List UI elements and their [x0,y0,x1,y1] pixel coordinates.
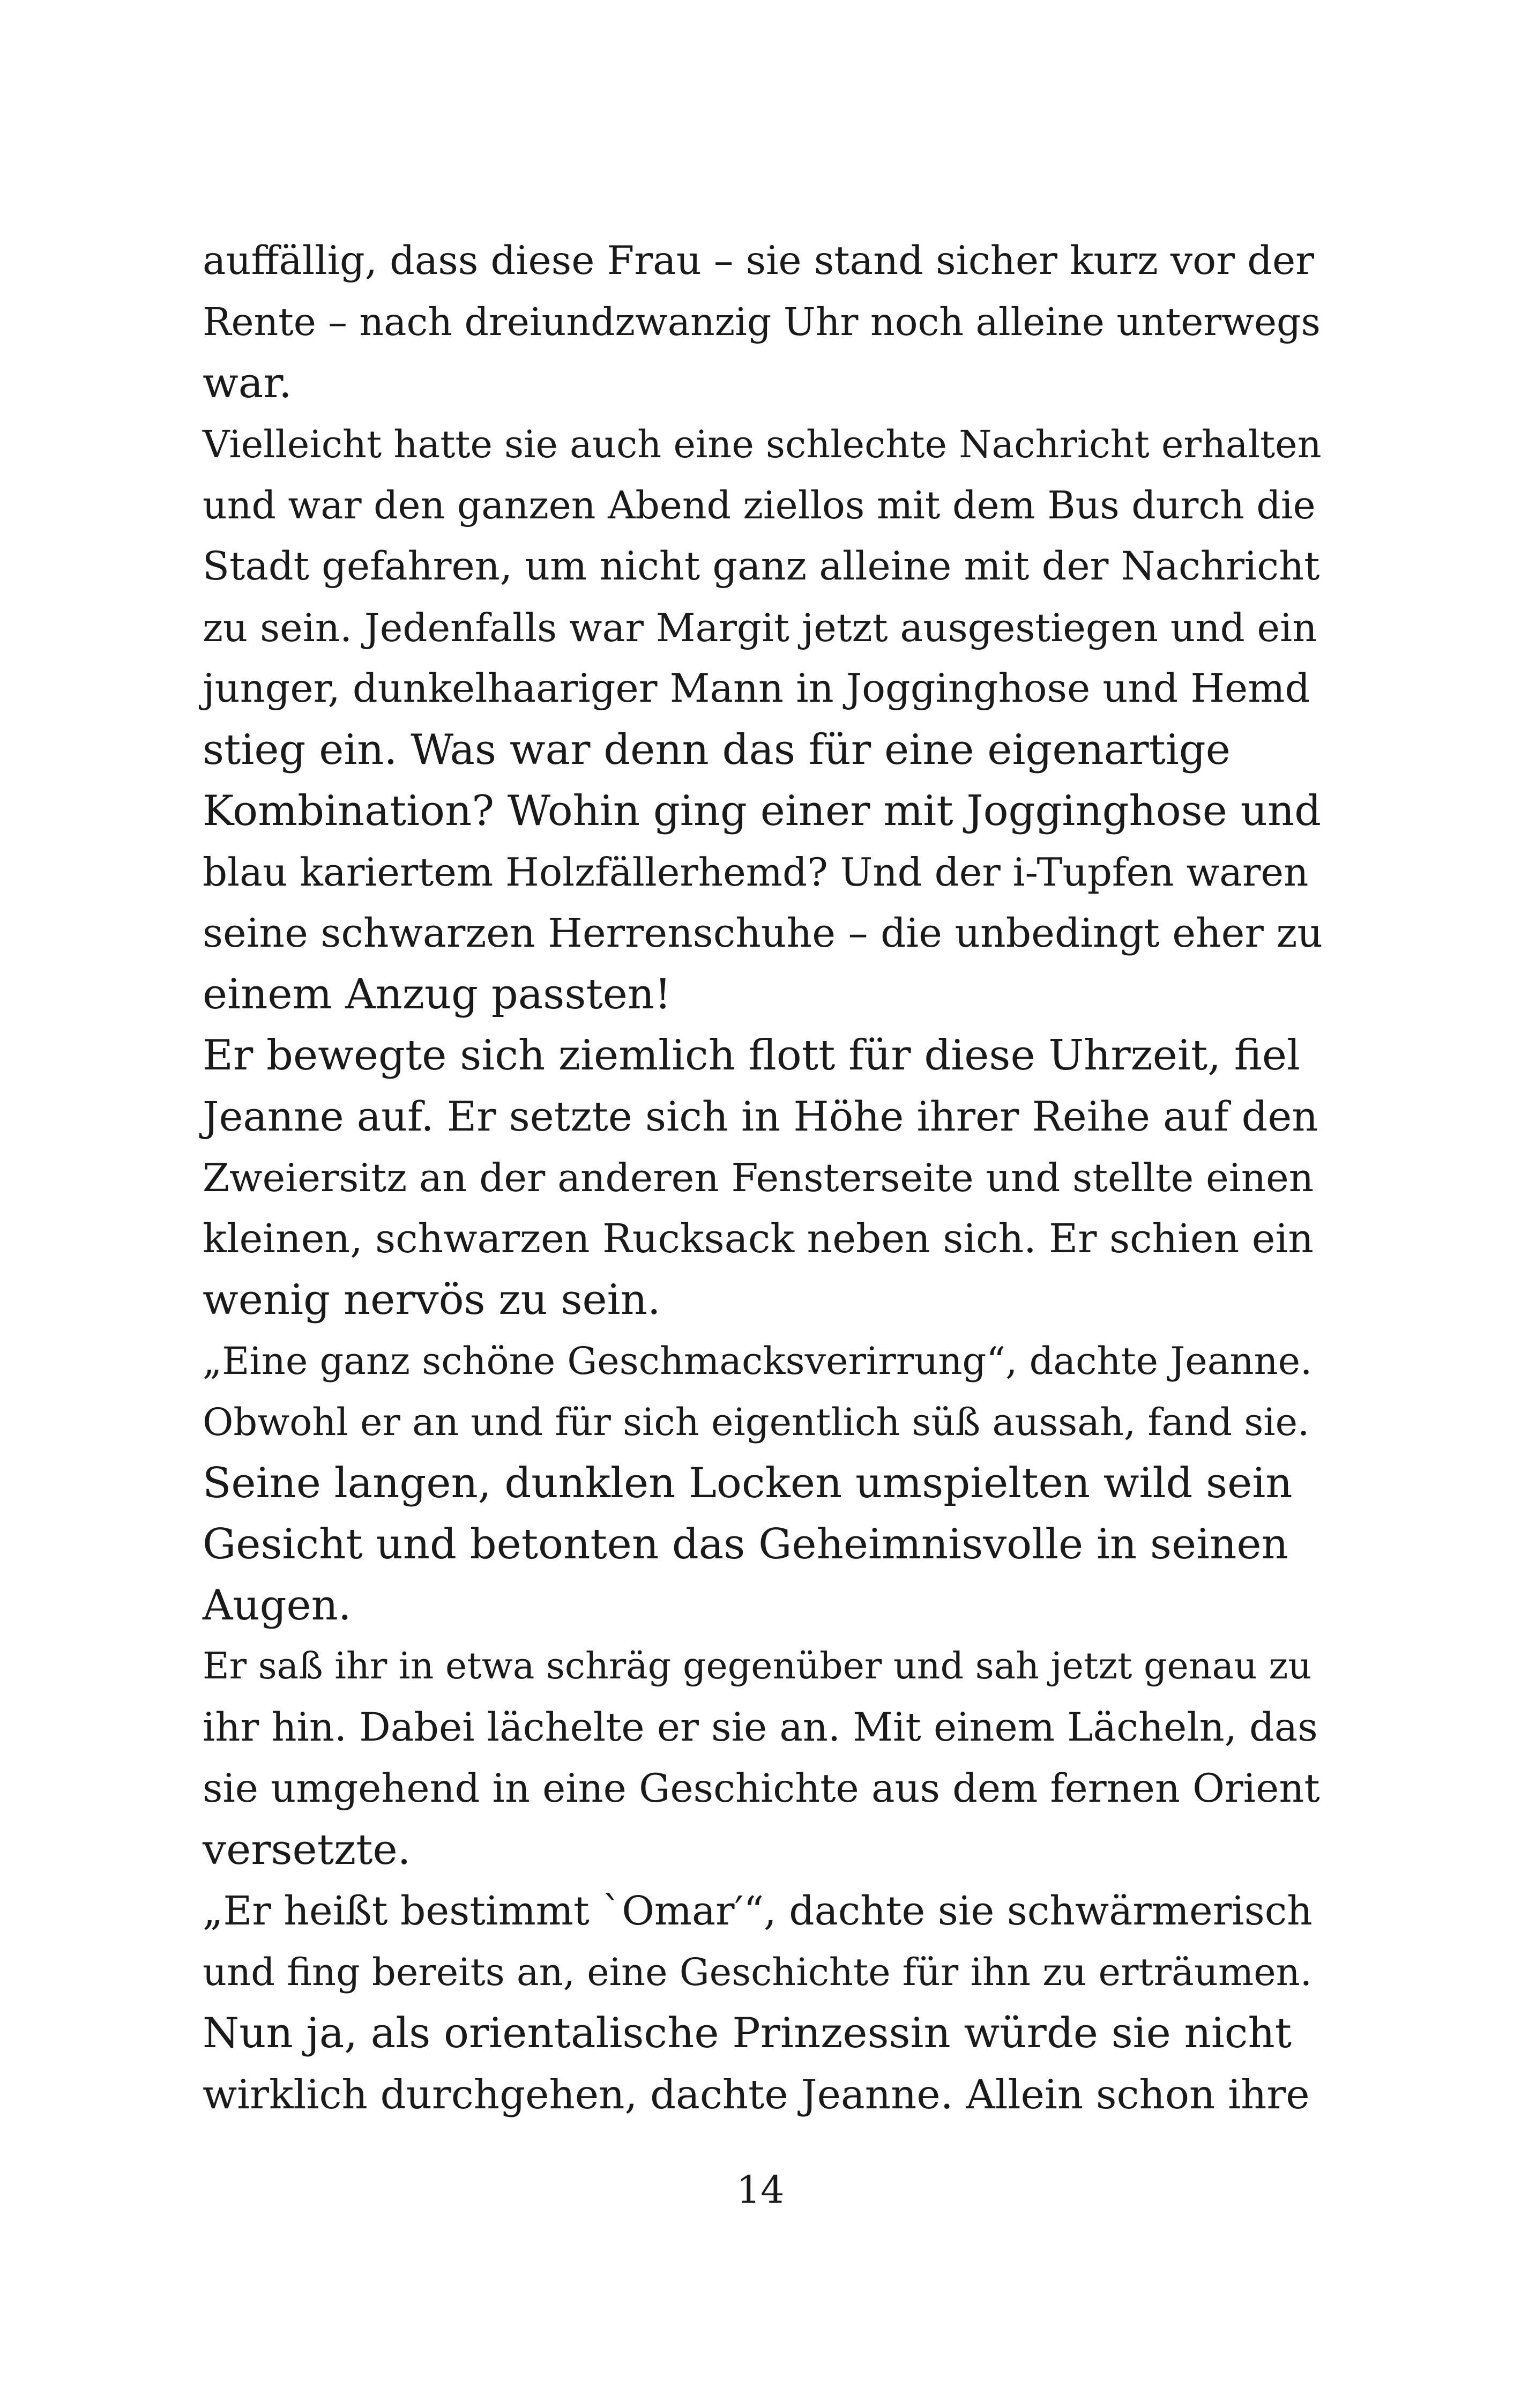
text-line: Seine langen, dunklen Locken umspielten wild sein [203,1459,1293,1507]
text-line: sie umgehend in eine Geschichte aus dem fernen Orient [203,1766,1320,1811]
text-line: war. [203,359,292,407]
text-line: Zweiersitz an der anderen Fensterseite und stellte einen [203,1155,1314,1200]
text-line: blau kariertem Holzfällerhemd? Und der i-Tupfen waren [203,850,1309,895]
page-number: 14 [736,2168,785,2212]
text-line: Jeanne auf. Er setzte sich in Höhe ihrer Reihe auf den [203,1092,1318,1140]
text-line: wirklich durchgehen, dachte Jeanne. Allein schon ihre [203,2071,1310,2118]
text-line: Kombination? Wohin ging einer mit Jogginghose und [203,787,1322,835]
text-line: kleinen, schwarzen Rucksack neben sich. Er schien ein [203,1216,1314,1262]
text-line: Obwohl er an und für sich eigentlich süß aussah, fand sie. [203,1400,1310,1444]
text-line: Er bewegte sich ziemlich flott für diese Uhrzeit, fiel [203,1031,1300,1080]
text-line: ihr hin. Dabei lächelte er sie an. Mit einem Lächeln, das [203,1705,1318,1750]
text-line: und war den ganzen Abend ziellos mit dem Bus durch die [203,483,1316,527]
text-line: versetzte. [203,1826,411,1874]
text-line: junger, dunkelhaariger Mann in Jogginghose und Hemd [203,666,1310,711]
text-line: Er saß ihr in etwa schräg gegenüber und sah jetzt genau zu [203,1645,1312,1688]
text-line: Rente – nach dreiundzwanzig Uhr noch alleine unterwegs [203,300,1321,344]
text-line: „Eine ganz schöne Geschmacksverirrung“, dachte Jeanne. [203,1339,1313,1383]
text-line: wenig nervös zu sein. [203,1276,661,1324]
text-line: auffällig, dass diese Frau – sie stand sicher kurz vor der [203,238,1315,284]
body-text [203,231,1323,2125]
text-line: Gesicht und betonten das Geheimnisvolle in seinen [203,1520,1288,1569]
text-line: „Er heißt bestimmt `Omar′“, dachte sie schwärmerisch [203,1888,1313,1934]
text-line: zu sein. Jedenfalls war Margit jetzt ausgestiegen und ein [203,605,1317,650]
text-line: und fing bereits an, eine Geschichte für ihn zu erträumen. [203,1950,1312,1994]
text-line: Nun ja, als orientalische Prinzessin würde sie nicht [203,2009,1292,2057]
text-line: seine schwarzen Herrenschuhe – die unbedingt eher zu [203,910,1323,956]
text-line: stieg ein. Was war denn das für eine eigenartige [203,726,1231,774]
text-line: einem Anzug passten! [203,970,672,1019]
text-line: Vielleicht hatte sie auch eine schlechte Nachricht erhalten [203,422,1322,466]
text-line: Stadt gefahren, um nicht ganz alleine mit der Nachricht [203,544,1320,589]
text-line: Augen. [203,1581,352,1630]
